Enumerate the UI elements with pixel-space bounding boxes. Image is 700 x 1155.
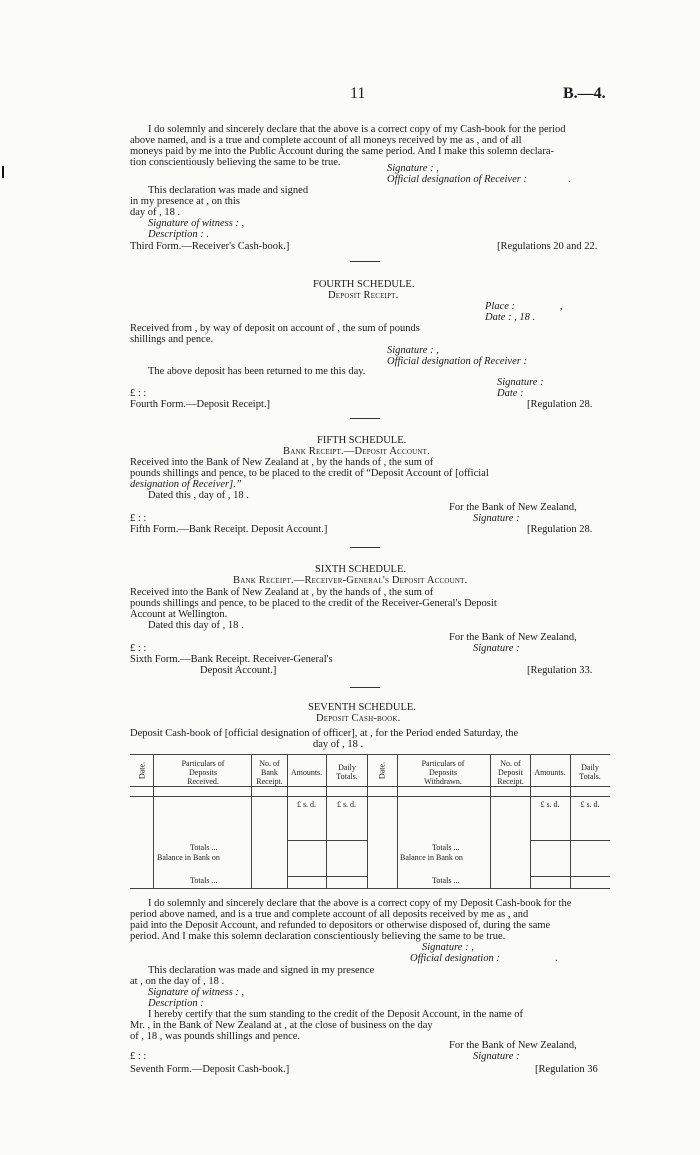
date: Date : , 18 . [485,312,536,323]
col-daily-totals-2: Daily Totals. [579,763,601,781]
presence: in my presence at , on this [130,196,240,207]
returned: The above deposit has been returned to me this day. [148,366,366,377]
fifth-dated: Dated this , day of , 18 . [148,490,249,501]
sixth-signature: Signature : [473,643,520,654]
cert-line-1: I hereby certify that the sum standing to the credit of the Deposit Account, in the name of [148,1009,523,1020]
fourth-title: FOURTH SCHEDULE. [313,279,415,290]
dot: . [555,953,558,964]
seventh-bank: For the Bank of New Zealand, [449,1040,577,1051]
total-rule [287,840,367,841]
cert-line-2: Mr. , in the Bank of New Zealand at , at the close of business on the day [130,1020,433,1031]
fifth-regulation: [Regulation 28. [527,524,593,535]
sixth-title: SIXTH SCHEDULE. [315,564,406,575]
date-2: Date : [497,388,524,399]
seventh-subtitle: Deposit Cash-book. [316,713,401,724]
dot: . [568,174,571,185]
seventh-official: Official designation : [410,953,500,964]
col-particulars-received: Particulars of Deposits Received. [181,759,225,786]
total-rule [287,876,367,877]
seventh-witness: Signature of witness : , [148,987,245,998]
col-date: Date. [137,761,147,780]
sixth-line-2: pounds shillings and pence, to be placed to the credit of the Receiver-General's Deposit [130,598,497,609]
third-form-label: Third Form.—Receiver's Cash-book.] [130,241,290,252]
seventh-line-1: Deposit Cash-book of [official designation of officer], at , for the Period ended Saturday, the [130,728,519,739]
fourth-subtitle: Deposit Receipt. [328,290,399,301]
fourth-official: Official designation of Receiver : [387,356,527,367]
col-divider [153,755,154,888]
sixth-regulation: [Regulation 33. [527,665,593,676]
seventh-signature: Signature : , [422,942,474,953]
seventh-decl-4: period. And I make this solemn declaration conscientiously believing the same to be true. [130,931,506,942]
declaration-line-3: moneys paid by me into the Public Account during the same period. And I make this solemn declara- [130,146,554,157]
received-line-1: Received from , by way of deposit on account of , the sum of pounds [130,323,420,334]
sixth-line-1: Received into the Bank of New Zealand at , by the hands of , the sum of [130,587,434,598]
col-date-2: Date. [377,761,387,780]
witness: Signature of witness : , [148,218,245,229]
col-divider [251,755,252,888]
made-signed: This declaration was made and signed [148,185,309,196]
declaration-line-2: above named, and is a true and complete account of all moneys received by me as , and of all [130,135,522,146]
fourth-regulation: [Regulation 28. [527,399,593,410]
sixth-form-label-2: Deposit Account.] [200,665,277,676]
place: Place : [485,301,516,312]
signature-2: Signature : [497,377,544,388]
table-header-rule [130,786,610,787]
col-deposit-receipt: No. of Deposit Receipt. [497,759,524,786]
table-top-rule [130,754,610,755]
margin-mark [2,166,4,178]
sixth-pounds: £ : : [130,643,147,654]
fifth-title: FIFTH SCHEDULE. [317,435,407,446]
fifth-subtitle: Bank Receipt.—Deposit Account. [283,446,430,457]
fifth-line-1: Received into the Bank of New Zealand at , by the hands of , the sum of [130,457,434,468]
declaration-line-1: I do solemnly and sincerely declare that the above is a correct copy of my Cash-book for the period [148,124,566,135]
seventh-description: Description : [148,998,204,1009]
separator [350,687,380,688]
third-regulation: [Regulations 20 and 22. [497,241,598,252]
seventh-line-2: day of , 18 . [313,739,364,750]
col-divider [367,755,368,888]
col-divider [326,755,327,888]
separator [350,418,380,419]
sixth-line-3: Account at Wellington. [130,609,228,620]
official-designation: Official designation of Receiver : [387,174,527,185]
totals-label-2: Totals ... [190,876,218,885]
lsd-header: £ s. d. [540,800,560,809]
fifth-pounds: £ : : [130,513,147,524]
fifth-bank: For the Bank of New Zealand, [449,502,577,513]
lsd-header: £ s. d. [580,800,600,809]
col-divider [397,755,398,888]
col-daily-totals: Daily Totals. [336,763,358,781]
totals-label-right-2: Totals ... [432,876,460,885]
fifth-line-3: designation of Receiver].” [130,479,242,490]
fourth-signature: Signature : , [387,345,439,356]
col-amounts-2: Amounts. [534,768,566,777]
balance-label-right: Balance in Bank on [400,853,463,862]
lsd-header: £ s. d. [296,800,317,809]
table-header-rule-2 [130,796,610,797]
cert-line-3: of , 18 , was pounds shillings and pence. [130,1031,301,1042]
fourth-pounds: £ : : [130,388,147,399]
seventh-sig: Signature : [473,1051,520,1062]
seventh-at: at , on the day of , 18 . [130,976,225,987]
day-of: day of , 18 . [130,207,181,218]
seventh-title: SEVENTH SCHEDULE. [308,702,416,713]
col-particulars-withdrawn: Particulars of Deposits Withdrawn. [421,759,465,786]
fifth-signature: Signature : [473,513,520,524]
table-bottom-rule [130,888,610,889]
signature-label: Signature : , [387,163,439,174]
separator [350,547,380,548]
fifth-form-label: Fifth Form.—Bank Receipt. Deposit Account.] [130,524,328,535]
lsd-header: £ s. d. [336,800,357,809]
fourth-form-label: Fourth Form.—Deposit Receipt.] [130,399,270,410]
seventh-decl-1: I do solemnly and sincerely declare that the above is a correct copy of my Deposit Cash-book for the [148,898,572,909]
separator [350,261,380,262]
balance-label: Balance in Bank on [157,853,220,862]
fifth-line-2: pounds shillings and pence, to be placed to the credit of “Deposit Account of [official [130,468,489,479]
seventh-form-label: Seventh Form.—Deposit Cash-book.] [130,1064,290,1075]
sixth-dated: Dated this day of , 18 . [148,620,244,631]
description: Description : . [148,229,209,240]
sixth-bank: For the Bank of New Zealand, [449,632,577,643]
declaration-line-4: tion conscientiously believing the same to be true. [130,157,341,168]
comma: , [560,301,563,312]
totals-label: Totals ... [190,843,218,852]
document-ref: B.—4. [563,85,606,102]
col-divider [570,755,571,888]
col-bank-receipt: No. of Bank Receipt. [256,759,283,786]
seventh-decl-2: period above named, and is a true and complete account of all deposits received by me as , and [130,909,529,920]
seventh-regulation: [Regulation 36 [535,1064,598,1075]
col-amounts: Amounts. [290,768,323,777]
sixth-subtitle: Bank Receipt.—Receiver-General's Deposit Account. [233,575,468,586]
totals-label-right: Totals ... [432,843,460,852]
seventh-decl-3: paid into the Deposit Account, and refunded to depositors or otherwise disposed of, during the same [130,920,551,931]
sixth-form-label-1: Sixth Form.—Bank Receipt. Receiver-General's [130,654,333,665]
page-number: 11 [350,85,366,102]
seventh-made-signed: This declaration was made and signed in my presence [148,965,375,976]
received-line-2: shillings and pence. [130,334,214,345]
seventh-pounds: £ : : [130,1051,147,1062]
